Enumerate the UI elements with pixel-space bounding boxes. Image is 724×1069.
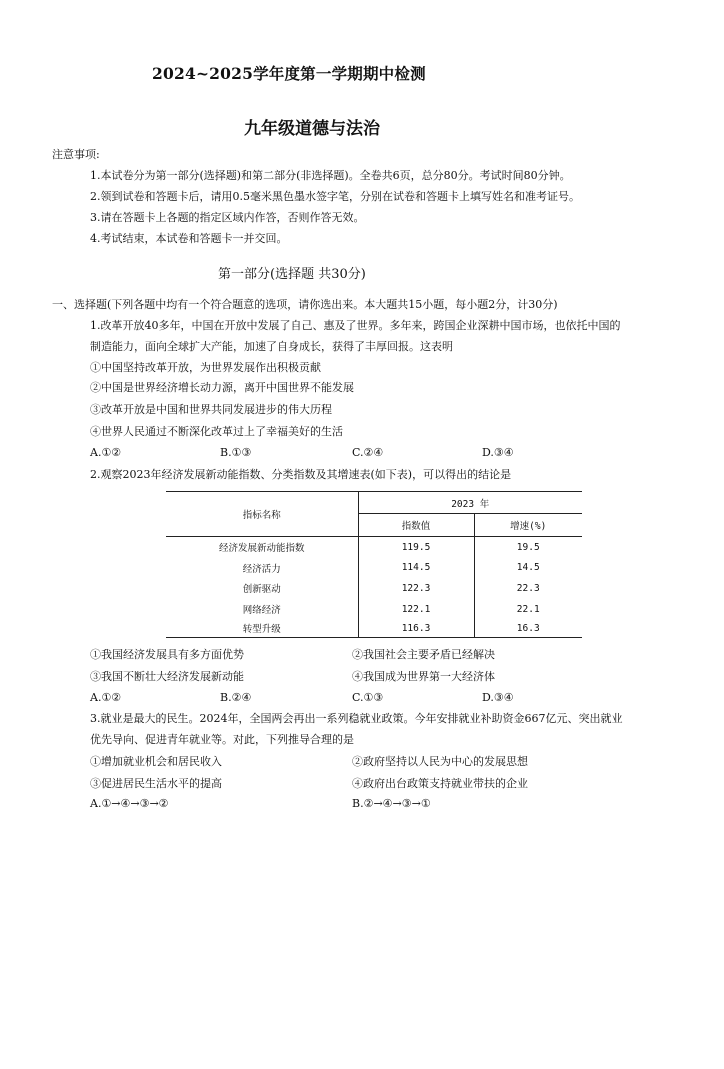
q1-choice-b: B.①③ [220, 446, 252, 459]
q2-option: ①我国经济发展具有多方面优势 [90, 648, 244, 661]
table-row [166, 578, 582, 599]
row-name: 经济活力 [242, 563, 281, 575]
q2-choice-c: C.①③ [352, 691, 384, 704]
table-row [166, 599, 582, 620]
q3-stem: 优先导向、促进青年就业等。对此，下列推导合理的是 [90, 733, 354, 746]
table-row [166, 620, 582, 638]
row-growth: 16.3 [474, 620, 582, 638]
q1-option: ①中国坚持改革开放，为世界发展作出积极贡献 [90, 361, 321, 374]
notice-item: 1.本试卷分为第一部分(选择题)和第二部分(非选择题)。全卷共6页，总分80分。考试时间80分钟。 [90, 169, 571, 182]
q1-option: ④世界人民通过不断深化改革过上了幸福美好的生活 [90, 425, 343, 438]
q2-choice-b: B.②④ [220, 691, 252, 704]
exam-title: 2024~2025学年度第一学期期中检测 [152, 64, 426, 83]
part-heading: 第一部分(选择题 共30分) [218, 267, 366, 282]
row-name: 网络经济 [242, 605, 281, 616]
row-name: 经济发展新动能指数 [218, 543, 305, 555]
row-growth: 19.5 [474, 537, 582, 558]
section-instruction: 一、选择题(下列各题中均有一个符合题意的选项，请你选出来。本大题共15小题，每小题2分，计30分) [52, 298, 558, 311]
q3-option: ②政府坚持以人民为中心的发展思想 [352, 755, 528, 768]
table-header-growth: 增速(%) [474, 514, 582, 537]
table-row [166, 558, 582, 578]
notice-heading: 注意事项: [52, 148, 100, 161]
q3-option: ④政府出台政策支持就业带扶的企业 [352, 777, 528, 790]
q2-option: ③我国不断壮大经济发展新动能 [90, 670, 244, 683]
index-table [166, 491, 582, 638]
q3-choice-b: B.②→④→③→① [352, 797, 431, 810]
table-header-year: 2023 年 [358, 492, 582, 514]
q2-stem: 2.观察2023年经济发展新动能指数、分类指数及其增速表(如下表)，可以得出的结论是 [90, 468, 512, 481]
q1-choice-a: A.①② [90, 446, 122, 459]
q3-choice-a: A.①→④→③→② [90, 797, 169, 810]
row-value: 116.3 [358, 620, 474, 638]
q1-stem: 制造能力，面向全球扩大产能，加速了自身成长，获得了丰厚回报。这表明 [90, 340, 453, 353]
exam-subject: 九年级道德与法治 [244, 119, 380, 139]
q1-option: ②中国是世界经济增长动力源，离开中国世界不能发展 [90, 381, 354, 394]
row-name: 创新驱动 [242, 584, 281, 595]
table-row [166, 537, 582, 558]
q3-option: ③促进居民生活水平的提高 [90, 777, 222, 790]
q2-option: ④我国成为世界第一大经济体 [352, 670, 495, 683]
row-growth: 22.3 [474, 578, 582, 599]
notice-item: 3.请在答题卡上各题的指定区域内作答，否则作答无效。 [90, 211, 365, 224]
row-growth: 14.5 [474, 558, 582, 578]
q1-choice-d: D.③④ [482, 446, 514, 459]
row-value: 119.5 [358, 537, 474, 558]
notice-item: 4.考试结束，本试卷和答题卡一并交回。 [90, 232, 288, 245]
row-name: 转型升级 [166, 620, 358, 638]
row-value: 122.1 [358, 599, 474, 620]
table-header-value: 指数值 [358, 514, 474, 537]
q1-stem: 1.改革开放40多年，中国在开放中发展了自己、惠及了世界。多年来，跨国企业深耕中国市场，也依托中国的 [90, 319, 621, 332]
q2-option: ②我国社会主要矛盾已经解决 [352, 648, 495, 661]
q1-option: ③改革开放是中国和世界共同发展进步的伟大历程 [90, 403, 332, 416]
q2-choice-d: D.③④ [482, 691, 514, 704]
q3-option: ①增加就业机会和居民收入 [90, 755, 222, 768]
q2-choice-a: A.①② [90, 691, 122, 704]
table-header-name: 指标名称 [166, 492, 358, 537]
notice-item: 2.领到试卷和答题卡后，请用0.5毫米黑色墨水签字笔，分别在试卷和答题卡上填写姓名和准考证号。 [90, 190, 580, 203]
q3-stem: 3.就业是最大的民生。2024年，全国两会再出一系列稳就业政策。今年安排就业补助资金667亿元、突出就业 [90, 712, 623, 725]
row-value: 122.3 [358, 578, 474, 599]
q1-choice-c: C.②④ [352, 446, 384, 459]
row-value: 114.5 [358, 558, 474, 578]
row-growth: 22.1 [474, 599, 582, 620]
